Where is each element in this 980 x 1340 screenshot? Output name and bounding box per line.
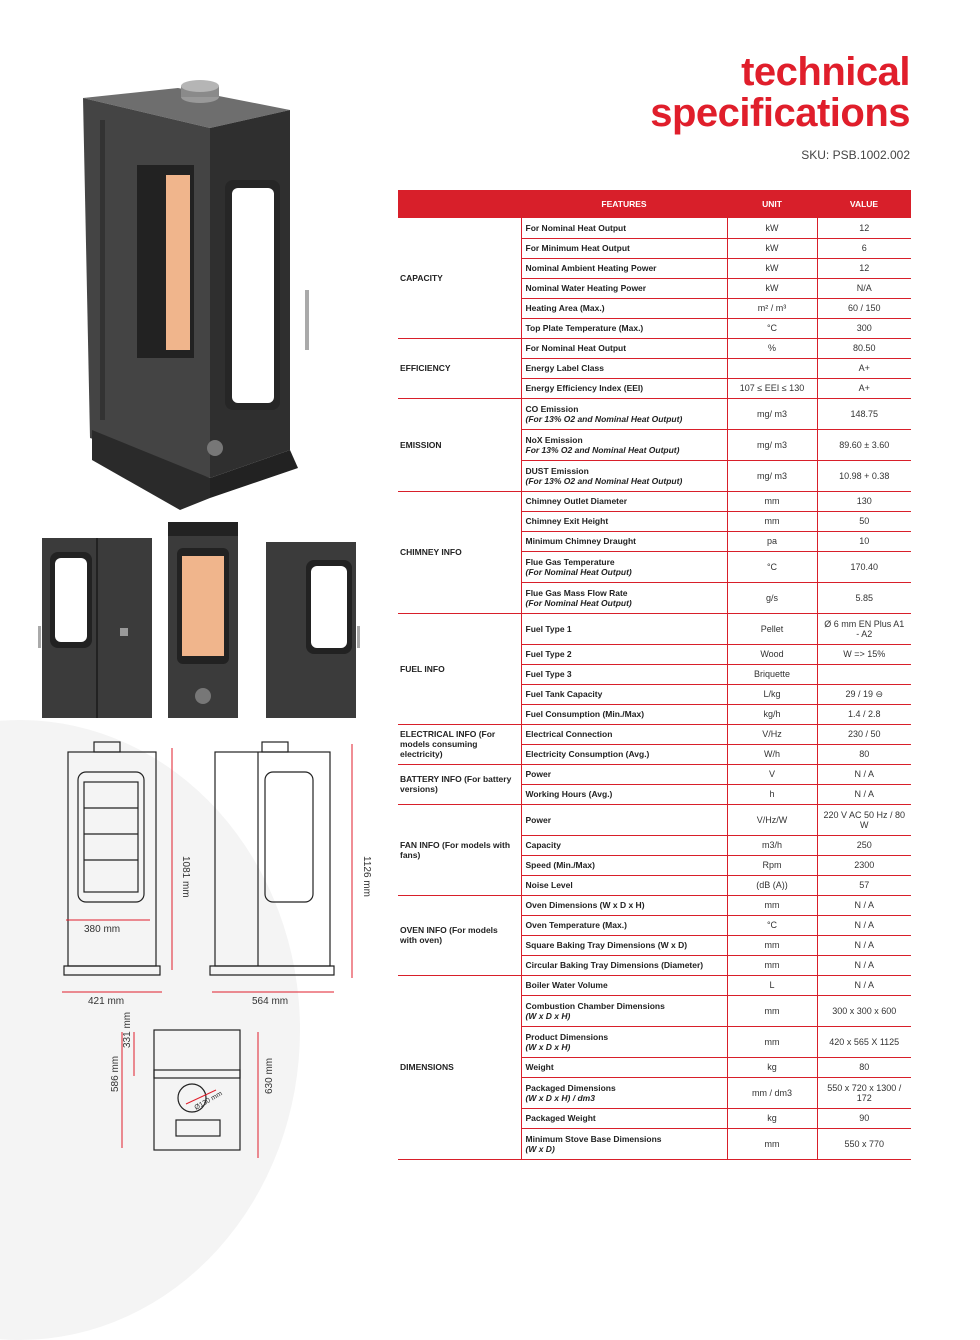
- table-row: [398, 398, 911, 429]
- dimension-label-side-height: 1126 mm: [361, 856, 372, 897]
- feature-cell: Power: [521, 764, 727, 784]
- feature-note: (W x D): [525, 1143, 555, 1154]
- category-cell: EFFICIENCY: [398, 338, 521, 398]
- unit-cell: pa: [727, 531, 817, 551]
- sku-label: SKU: PSB.1002.002: [801, 148, 910, 162]
- header-category: [398, 190, 521, 218]
- dimension-label-front-width: 421 mm: [88, 996, 125, 1007]
- value-cell: 57: [817, 875, 911, 895]
- feature-cell: Nominal Water Heating Power: [521, 278, 727, 298]
- value-cell: N / A: [817, 895, 911, 915]
- dimension-label-top-h3: 630 mm: [264, 1057, 275, 1094]
- side-dimension-lines: [212, 744, 352, 992]
- page-title: [650, 52, 910, 134]
- category-cell: CAPACITY: [398, 218, 521, 338]
- unit-cell: mg/ m3: [727, 398, 817, 429]
- feature-cell: Combustion Chamber Dimensions (W x D x H): [521, 995, 727, 1026]
- feature-cell: NoX Emission For 13% O2 and Nominal Heat Output): [521, 429, 727, 460]
- side-technical-drawing: [210, 742, 334, 975]
- value-cell: 250: [817, 835, 911, 855]
- unit-cell: kg: [727, 1057, 817, 1077]
- feature-cell: Power: [521, 804, 727, 835]
- unit-cell: g/s: [727, 582, 817, 613]
- category-cell: FAN INFO (For models with fans): [398, 804, 521, 895]
- value-cell: 90: [817, 1108, 911, 1128]
- unit-cell: mm: [727, 511, 817, 531]
- value-cell: 230 / 50: [817, 724, 911, 744]
- feature-cell: Energy Label Class: [521, 358, 727, 378]
- unit-cell: (dB (A)): [727, 875, 817, 895]
- value-cell: 220 V AC 50 Hz / 80 W: [817, 804, 911, 835]
- feature-cell: For Nominal Heat Output: [521, 218, 727, 238]
- value-cell: 550 x 770: [817, 1128, 911, 1159]
- value-cell: 300 x 300 x 600: [817, 995, 911, 1026]
- table-row: [398, 764, 911, 784]
- value-cell: [817, 664, 911, 684]
- unit-cell: h: [727, 784, 817, 804]
- table-row: [398, 613, 911, 644]
- feature-cell: Electricity Consumption (Avg.): [521, 744, 727, 764]
- category-cell: OVEN INFO (For models with oven): [398, 895, 521, 975]
- header-features: FEATURES: [521, 190, 727, 218]
- unit-cell: L: [727, 975, 817, 995]
- dimension-label-top-dia: Ø130 mm: [193, 1090, 224, 1112]
- category-cell: CHIMNEY INFO: [398, 491, 521, 613]
- unit-cell: kg/h: [727, 704, 817, 724]
- feature-cell: For Minimum Heat Output: [521, 238, 727, 258]
- feature-cell: Oven Temperature (Max.): [521, 915, 727, 935]
- feature-cell: Noise Level: [521, 875, 727, 895]
- unit-cell: mm: [727, 1128, 817, 1159]
- category-cell: DIMENSIONS: [398, 975, 521, 1159]
- feature-note: For 13% O2 and Nominal Heat Output): [525, 444, 680, 455]
- unit-cell: Pellet: [727, 613, 817, 644]
- unit-cell: mm: [727, 935, 817, 955]
- value-cell: 6: [817, 238, 911, 258]
- feature-note: (For 13% O2 and Nominal Heat Output): [525, 475, 683, 486]
- unit-cell: °C: [727, 551, 817, 582]
- feature-cell: Boiler Water Volume: [521, 975, 727, 995]
- unit-cell: kW: [727, 218, 817, 238]
- unit-cell: V: [727, 764, 817, 784]
- feature-cell: Flue Gas Temperature (For Nominal Heat Output): [521, 551, 727, 582]
- feature-cell: Packaged Weight: [521, 1108, 727, 1128]
- dimension-label-front-height: 1081 mm: [180, 856, 191, 898]
- value-cell: 80: [817, 744, 911, 764]
- feature-cell: CO Emission (For 13% O2 and Nominal Heat Output): [521, 398, 727, 429]
- feature-cell: For Nominal Heat Output: [521, 338, 727, 358]
- value-cell: 2300: [817, 855, 911, 875]
- header-unit: UNIT: [727, 190, 817, 218]
- category-cell: FUEL INFO: [398, 613, 521, 724]
- dimension-labels: [84, 856, 372, 1112]
- table-row: [398, 218, 911, 238]
- value-cell: 10: [817, 531, 911, 551]
- feature-cell: Working Hours (Avg.): [521, 784, 727, 804]
- table-row: [398, 724, 911, 744]
- feature-cell: Top Plate Temperature (Max.): [521, 318, 727, 338]
- feature-cell: Oven Dimensions (W x D x H): [521, 895, 727, 915]
- value-cell: 550 x 720 x 1300 / 172: [817, 1077, 911, 1108]
- dimension-label-front-width-inner: 380 mm: [84, 924, 121, 935]
- feature-cell: Minimum Stove Base Dimensions (W x D): [521, 1128, 727, 1159]
- top-technical-drawing: [154, 1030, 240, 1150]
- header-value: VALUE: [817, 190, 911, 218]
- value-cell: 12: [817, 218, 911, 238]
- value-cell: 80.50: [817, 338, 911, 358]
- category-cell: BATTERY INFO (For battery versions): [398, 764, 521, 804]
- feature-note: (For Nominal Heat Output): [525, 597, 632, 608]
- value-cell: 170.40: [817, 551, 911, 582]
- spec-table-header: [398, 190, 911, 218]
- table-row: [398, 804, 911, 835]
- feature-cell: Fuel Type 3: [521, 664, 727, 684]
- feature-cell: Packaged Dimensions (W x D x H) / dm3: [521, 1077, 727, 1108]
- unit-cell: [727, 358, 817, 378]
- feature-cell: Nominal Ambient Heating Power: [521, 258, 727, 278]
- value-cell: 130: [817, 491, 911, 511]
- unit-cell: Rpm: [727, 855, 817, 875]
- unit-cell: mm: [727, 491, 817, 511]
- feature-cell: Minimum Chimney Draught: [521, 531, 727, 551]
- unit-cell: Briquette: [727, 664, 817, 684]
- unit-cell: mg/ m3: [727, 429, 817, 460]
- stove-firebox-view: [168, 522, 238, 718]
- title-line-1: technical: [741, 50, 910, 94]
- feature-cell: Electrical Connection: [521, 724, 727, 744]
- table-row: [398, 338, 911, 358]
- unit-cell: mm: [727, 895, 817, 915]
- value-cell: A+: [817, 358, 911, 378]
- value-cell: 420 x 565 X 1125: [817, 1026, 911, 1057]
- feature-cell: Fuel Type 2: [521, 644, 727, 664]
- top-dimension-lines: [122, 1032, 258, 1158]
- feature-cell: Capacity: [521, 835, 727, 855]
- feature-cell: Chimney Outlet Diameter: [521, 491, 727, 511]
- stove-front-view: [38, 538, 152, 718]
- unit-cell: mm: [727, 955, 817, 975]
- value-cell: 50: [817, 511, 911, 531]
- unit-cell: L/kg: [727, 684, 817, 704]
- value-cell: N/A: [817, 278, 911, 298]
- feature-cell: Fuel Consumption (Min./Max): [521, 704, 727, 724]
- value-cell: 300: [817, 318, 911, 338]
- value-cell: W => 15%: [817, 644, 911, 664]
- feature-cell: Chimney Exit Height: [521, 511, 727, 531]
- value-cell: 1.4 / 2.8: [817, 704, 911, 724]
- value-cell: N / A: [817, 784, 911, 804]
- title-line-2: specifications: [650, 91, 910, 135]
- unit-cell: °C: [727, 915, 817, 935]
- unit-cell: kW: [727, 278, 817, 298]
- value-cell: 80: [817, 1057, 911, 1077]
- feature-cell: Heating Area (Max.): [521, 298, 727, 318]
- feature-cell: Fuel Tank Capacity: [521, 684, 727, 704]
- value-cell: N / A: [817, 955, 911, 975]
- unit-cell: %: [727, 338, 817, 358]
- unit-cell: kW: [727, 258, 817, 278]
- dimension-label-side-width: 564 mm: [252, 996, 289, 1007]
- value-cell: N / A: [817, 935, 911, 955]
- unit-cell: mm: [727, 995, 817, 1026]
- value-cell: N / A: [817, 915, 911, 935]
- feature-cell: Weight: [521, 1057, 727, 1077]
- category-cell: ELECTRICAL INFO (For models consuming electricity): [398, 724, 521, 764]
- value-cell: N / A: [817, 975, 911, 995]
- stove-perspective-view: [83, 80, 309, 510]
- front-technical-drawing: [64, 742, 160, 975]
- dimension-label-top-h1: 331 mm: [122, 1011, 133, 1048]
- unit-cell: m² / m³: [727, 298, 817, 318]
- value-cell: 5.85: [817, 582, 911, 613]
- feature-note: (W x D x H): [525, 1010, 571, 1021]
- value-cell: 60 / 150: [817, 298, 911, 318]
- value-cell: N / A: [817, 764, 911, 784]
- unit-cell: mm / dm3: [727, 1077, 817, 1108]
- feature-cell: Product Dimensions (W x D x H): [521, 1026, 727, 1057]
- feature-cell: Flue Gas Mass Flow Rate (For Nominal Heat Output): [521, 582, 727, 613]
- feature-cell: Energy Efficiency Index (EEI): [521, 378, 727, 398]
- value-cell: 148.75: [817, 398, 911, 429]
- table-row: [398, 895, 911, 915]
- value-cell: 29 / 19 ⊖: [817, 684, 911, 704]
- product-illustrations: [0, 0, 390, 1232]
- unit-cell: mg/ m3: [727, 460, 817, 491]
- value-cell: 89.60 ± 3.60: [817, 429, 911, 460]
- unit-cell: V/Hz: [727, 724, 817, 744]
- value-cell: 12: [817, 258, 911, 278]
- table-row: [398, 975, 911, 995]
- table-row: [398, 491, 911, 511]
- feature-cell: Circular Baking Tray Dimensions (Diameter): [521, 955, 727, 975]
- feature-note: (W x D x H) / dm3: [525, 1092, 595, 1103]
- spec-table: [398, 190, 911, 1160]
- stove-side-view: [266, 542, 360, 718]
- value-cell: 10.98 + 0.38: [817, 460, 911, 491]
- value-cell: Ø 6 mm EN Plus A1 - A2: [817, 613, 911, 644]
- unit-cell: Wood: [727, 644, 817, 664]
- dimension-label-top-h2: 586 mm: [110, 1055, 121, 1092]
- value-cell: A+: [817, 378, 911, 398]
- feature-note: (For Nominal Heat Output): [525, 566, 632, 577]
- category-cell: EMISSION: [398, 398, 521, 491]
- feature-cell: Square Baking Tray Dimensions (W x D): [521, 935, 727, 955]
- feature-cell: DUST Emission (For 13% O2 and Nominal Heat Output): [521, 460, 727, 491]
- feature-note: (For 13% O2 and Nominal Heat Output): [525, 413, 683, 424]
- unit-cell: m3/h: [727, 835, 817, 855]
- feature-cell: Fuel Type 1: [521, 613, 727, 644]
- unit-cell: mm: [727, 1026, 817, 1057]
- unit-cell: 107 ≤ EEI ≤ 130: [727, 378, 817, 398]
- feature-cell: Speed (Min./Max): [521, 855, 727, 875]
- unit-cell: V/Hz/W: [727, 804, 817, 835]
- unit-cell: °C: [727, 318, 817, 338]
- unit-cell: W/h: [727, 744, 817, 764]
- unit-cell: kW: [727, 238, 817, 258]
- unit-cell: kg: [727, 1108, 817, 1128]
- feature-note: (W x D x H): [525, 1041, 571, 1052]
